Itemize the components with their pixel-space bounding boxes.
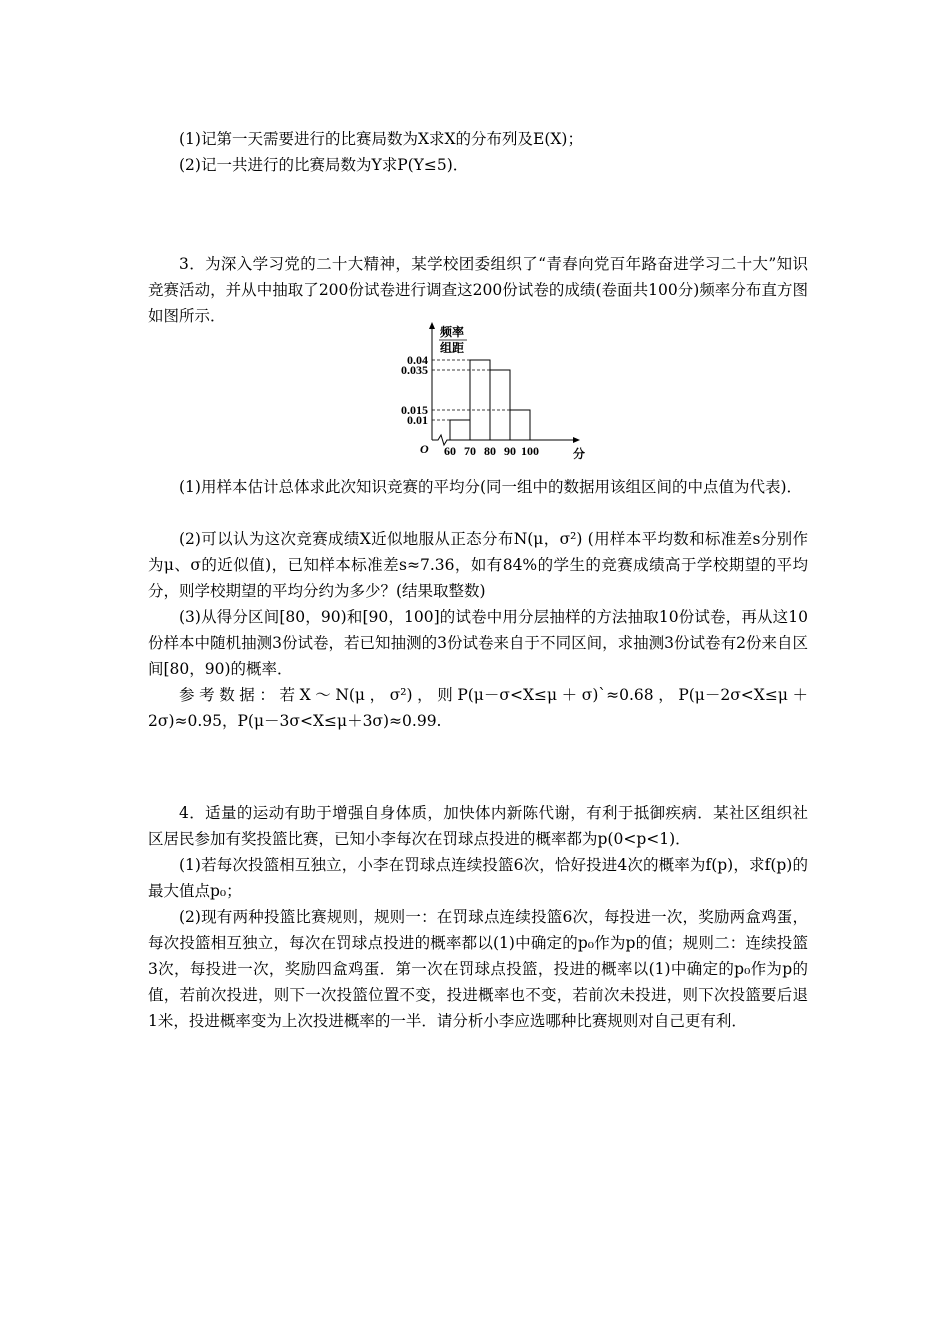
q3-intro: 3．为深入学习党的二十大精神，某学校团委组织了“青春向党百年路奋进学习二十大”知识竞赛活动，并从中抽取了200份试卷进行调查这200份试卷的成绩(卷面共100分)频率分布直方图如图所示．	[148, 255, 808, 325]
frequency-histogram	[380, 318, 600, 466]
y-tick-label: 0.01	[407, 413, 428, 427]
q3-reference-data: 参考数据：若X～N(μ，σ²)，则P(μ－σ<X≤μ＋σ)`≈0.68，P(μ－2σ<X≤μ＋2σ)≈0.95，P(μ－3σ<X≤μ＋3σ)≈0.99.	[148, 686, 808, 730]
dashed-guides	[432, 360, 510, 420]
q2-part2: (2)记一共进行的比赛局数为Y求P(Y≤5)．	[179, 156, 469, 174]
x-axis-arrow	[573, 437, 580, 443]
x-tick-label: 60	[444, 444, 456, 458]
x-axis-label: 分	[573, 447, 586, 461]
y-tick-label: 0.035	[401, 363, 428, 377]
histogram-bar	[450, 420, 470, 440]
x-tick-label: 80	[484, 444, 496, 458]
x-tick-labels	[444, 444, 539, 458]
q3-part2: (2)可以认为这次竞赛成绩X近似地服从正态分布N(μ，σ²) (用样本平均数和标准差s分别作为μ、σ的近似值)，已知样本标准差s≈7.36，如有84%的学生的竞赛成绩高于学校期望的平均分，则学校期望的平均分约为多少？(结果取整数)	[148, 530, 808, 600]
bars	[450, 360, 530, 440]
y-axis-arrow	[429, 322, 435, 329]
histogram-bar	[510, 410, 530, 440]
y-tick-label: 0.04	[407, 353, 428, 367]
y-axis-label-bottom: 组距	[440, 341, 465, 355]
y-tick-label: 0.015	[401, 403, 428, 417]
origin-label: O	[420, 442, 429, 456]
histogram-bar	[470, 360, 490, 440]
y-axis-label-top: 频率	[440, 325, 465, 339]
x-tick-label: 100	[521, 444, 539, 458]
x-tick-label: 70	[464, 444, 476, 458]
x-tick-label: 90	[504, 444, 516, 458]
q4-part2: (2)现有两种投篮比赛规则，规则一：在罚球点连续投篮6次，每投进一次，奖励两盒鸡蛋，每次投篮相互独立，每次在罚球点投进的概率都以(1)中确定的p₀作为p的值；规则二：连续投篮3次，每投进一次，奖励四盒鸡蛋．第一次在罚球点投篮，投进的概率以(1)中确定的p₀作为p的值，若前次投进，则下一次投篮位置不变，投进概率也不变，若前次未投进，则下次投篮要后退1米，投进概率变为上次投进概率的一半．请分析小李应选哪种比赛规则对自己更有利．	[148, 908, 808, 1030]
histogram-bar	[490, 370, 510, 440]
q3-part1: (1)用样本估计总体求此次知识竞赛的平均分(同一组中的数据用该组区间的中点值为代表)．	[179, 478, 803, 496]
y-tick-labels	[401, 353, 428, 427]
histogram-svg	[380, 318, 600, 466]
q4-part1: (1)若每次投篮相互独立，小李在罚球点连续投篮6次，恰好投进4次的概率为f(p)，求f(p)的最大值点p₀；	[148, 856, 808, 900]
q2-part1: (1)记第一天需要进行的比赛局数为X求X的分布列及E(X)；	[179, 130, 583, 148]
q3-part3: (3)从得分区间[80，90)和[90，100]的试卷中用分层抽样的方法抽取10份试卷，再从这10份样本中随机抽测3份试卷，若已知抽测的3份试卷来自于不同区间，求抽测3份试卷有2份来自区间[80，90)的概率．	[148, 608, 808, 678]
q4-intro: 4．适量的运动有助于增强自身体质，加快体内新陈代谢，有利于抵御疾病．某社区组织社区居民参加有奖投篮比赛，已知小李每次在罚球点投进的概率都为p(0<p<1)．	[148, 804, 808, 848]
